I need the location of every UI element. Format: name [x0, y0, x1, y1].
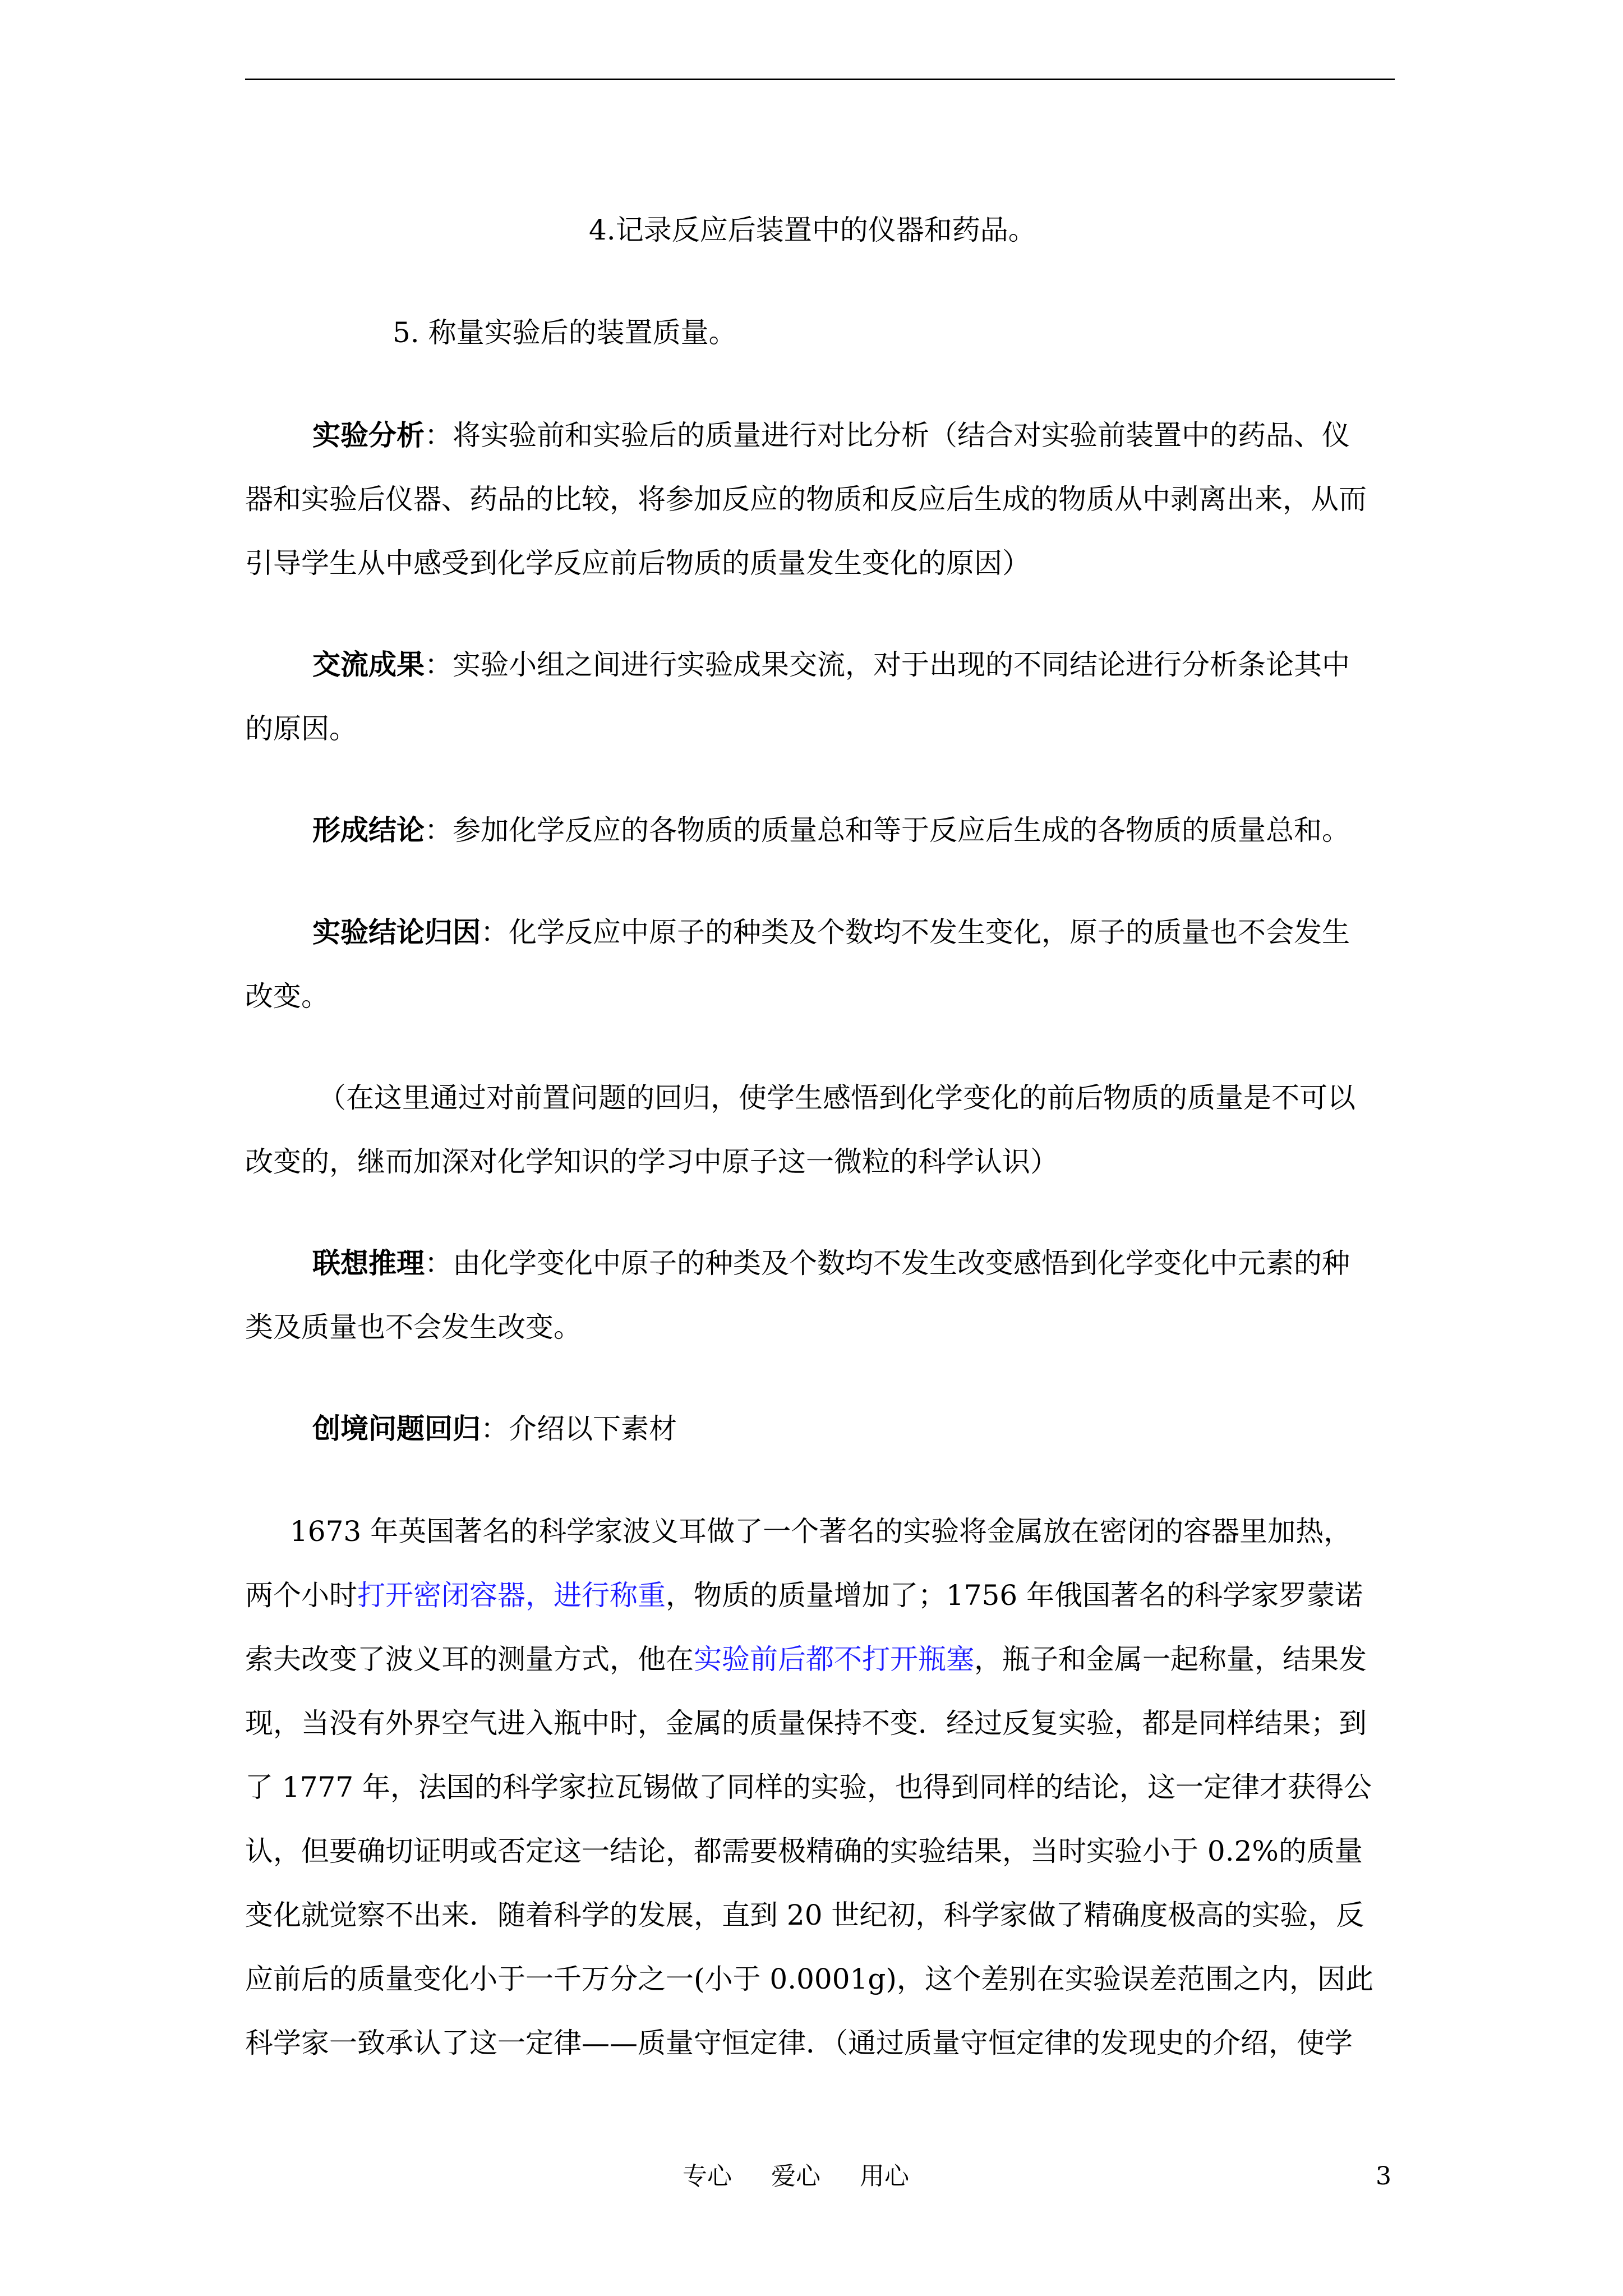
- history-line-9: 科学家一致承认了这一定律——质量守恒定律．（通过质量守恒定律的发现史的介绍，使学: [245, 2027, 1353, 2059]
- footer-motto: [683, 2162, 948, 2191]
- history-line-1: 1673 年英国著名的科学家波义耳做了一个著名的实验将金属放在密闭的容器里加热，: [290, 1515, 1352, 1548]
- attribution-line-1: 实验结论归因：化学反应中原子的种类及个数均不发生变化，原子的质量也不会发生: [312, 915, 1350, 949]
- footer-word-3: 用心: [860, 2162, 909, 2191]
- footer-word-2: 爱心: [771, 2162, 820, 2191]
- analysis-label: 实验分析: [312, 418, 425, 452]
- exchange-label: 交流成果: [312, 648, 425, 681]
- history-line-6: 认，但要确切证明或否定这一结论，都需要极精确的实验结果，当时实验小于 0.2%的质量: [245, 1835, 1363, 1867]
- step-5: 5. 称量实验后的装置质量。: [393, 316, 737, 349]
- return-line: 创境问题回归：介绍以下素材: [312, 1412, 677, 1445]
- analysis-line-3: 引导学生从中感受到化学反应前后物质的质量发生变化的原因）: [245, 547, 1030, 579]
- footer-word-1: 专心: [683, 2162, 732, 2191]
- history-line-4: 现，当没有外界空气进入瓶中时，金属的质量保持不变．经过反复实验，都是同样结果；到: [245, 1707, 1367, 1740]
- page-number: 3: [1376, 2162, 1391, 2191]
- history-line-7: 变化就觉察不出来．随着科学的发展，直到 20 世纪初，科学家做了精确度极高的实验，反: [245, 1899, 1364, 1931]
- note-line-2: 改变的，继而加深对化学知识的学习中原子这一微粒的科学认识）: [245, 1145, 1058, 1178]
- analysis-line-2: 器和实验后仪器、药品的比较，将参加反应的物质和反应后生成的物质从中剥离出来，从而: [245, 483, 1367, 516]
- attribution-line-2: 改变。: [245, 980, 329, 1013]
- history-highlight-1: 打开密闭容器，进行称重: [357, 1579, 666, 1612]
- return-label: 创境问题回归: [312, 1412, 481, 1445]
- exchange-line-2: 的原因。: [245, 712, 357, 745]
- reasoning-label: 联想推理: [312, 1246, 425, 1280]
- conclusion-line-1: 形成结论：参加化学反应的各物质的质量总和等于反应后生成的各物质的质量总和。: [312, 813, 1350, 846]
- conclusion-label: 形成结论: [312, 813, 425, 846]
- header-rule: [245, 79, 1395, 80]
- history-line-5: 了 1777 年，法国的科学家拉瓦锡做了同样的实验，也得到同样的结论，这一定律才获得公: [245, 1771, 1372, 1803]
- reasoning-line-1: 联想推理：由化学变化中原子的种类及个数均不发生改变感悟到化学变化中元素的种: [312, 1246, 1350, 1280]
- history-line-3: 索夫改变了波义耳的测量方式，他在实验前后都不打开瓶塞，瓶子和金属一起称量，结果发: [245, 1643, 1367, 1676]
- reasoning-line-2: 类及质量也不会发生改变。: [245, 1311, 582, 1343]
- history-highlight-2: 实验前后都不打开瓶塞: [694, 1643, 974, 1676]
- analysis-line-1: 实验分析：将实验前和实验后的质量进行对比分析（结合对实验前装置中的药品、仪: [312, 418, 1350, 452]
- note-line-1: （在这里通过对前置问题的回归，使学生感悟到化学变化的前后物质的质量是不可以: [318, 1082, 1355, 1114]
- step-4: 4.记录反应后装置中的仪器和药品。: [589, 214, 1036, 246]
- exchange-line-1: 交流成果：实验小组之间进行实验成果交流，对于出现的不同结论进行分析条论其中: [312, 648, 1350, 681]
- history-line-2: 两个小时打开密闭容器，进行称重，物质的质量增加了；1756 年俄国著名的科学家罗蒙诺: [245, 1579, 1363, 1612]
- history-line-8: 应前后的质量变化小于一千万分之一(小于 0.0001g)，这个差别在实验误差范围之内，因此: [245, 1963, 1373, 1995]
- attribution-label: 实验结论归因: [312, 915, 481, 949]
